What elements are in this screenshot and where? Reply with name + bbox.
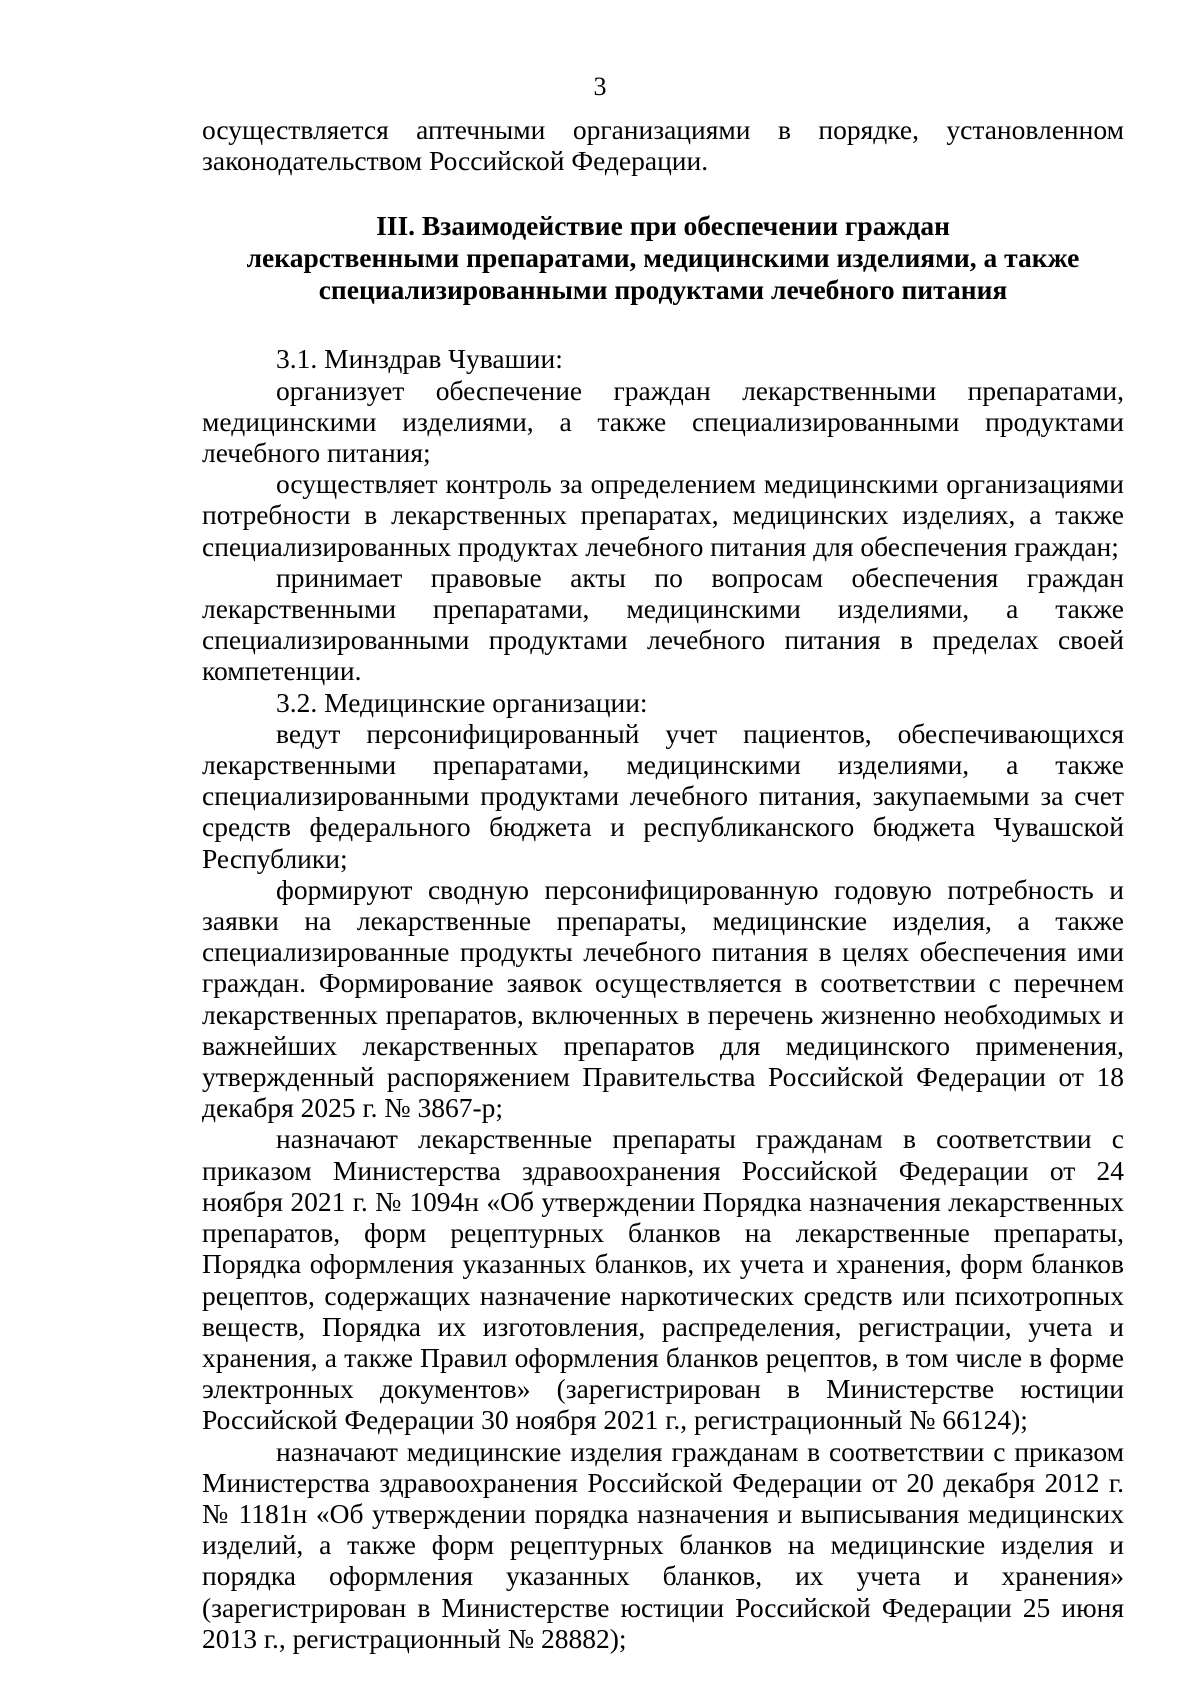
paragraph: назначают лекарственные препараты гражданам в соответствии с приказом Министерства здравоохранения Российской Федерации от 24 ноября 2021 г. № 1094н «Об утверждении Порядка назначения лекарственных препаратов, форм рецептурных бланков на лекарственные препараты, Порядка оформления указанных бланков, их учета и хранения, форм бланков рецептов, содержащих назначение наркотических средств или психотропных веществ, Порядка их изготовления, распределения, регистрации, учета и хранения, а также Правил оформления бланков рецептов, в том числе в форме электронных документов» (зарегистрирован в Министерстве юстиции Российской Федерации 30 ноября 2021 г., регистрационный № 66124); bbox=[202, 1123, 1124, 1436]
document-body bbox=[202, 114, 1124, 1654]
paragraph: назначают медицинские изделия гражданам в соответствии с приказом Министерства здравоохранения Российской Федерации от 20 декабря 2012 г. № 1181н «Об утверждении порядка назначения и выписывания медицинских изделий, а также форм рецептурных бланков на медицинские изделия и порядка оформления указанных бланков, их учета и хранения» (зарегистрирован в Министерстве юстиции Российской Федерации 25 июня 2013 г., регистрационный № 28882); bbox=[202, 1435, 1124, 1654]
section-heading-line: III. Взаимодействие при обеспечении граждан bbox=[376, 210, 950, 242]
opening-paragraph: осуществляется аптечными организациями в порядке, установленном законодательством Российской Федерации. bbox=[202, 114, 1124, 177]
section-heading bbox=[202, 210, 1124, 306]
paragraph: формируют сводную персонифицированную годовую потребность и заявки на лекарственные препараты, медицинские изделия, а также специализированные продукты лечебного питания в целях обеспечения ими граждан. Формирование заявок осуществляется в соответствии с перечнем лекарственных препаратов, включенных в перечень жизненно необходимых и важнейших лекарственных препаратов для медицинского применения, утвержденный распоряжением Правительства Российской Федерации от 18 декабря 2025 г. № 3867-р; bbox=[202, 873, 1124, 1124]
paragraph: ведут персонифицированный учет пациентов, обеспечивающихся лекарственными препаратами, медицинскими изделиями, а также специализированными продуктами лечебного питания, закупаемыми за счет средств федерального бюджета и республиканского бюджета Чувашской Республики; bbox=[202, 717, 1124, 874]
paragraph: принимает правовые акты по вопросам обеспечения граждан лекарственными препаратами, медицинскими изделиями, а также специализированными продуктами лечебного питания в пределах своей компетенции. bbox=[202, 561, 1124, 687]
section-heading-line: специализированными продуктами лечебного питания bbox=[318, 274, 1008, 306]
paragraph: осуществляет контроль за определением медицинскими организациями потребности в лекарственных препаратах, медицинских изделиях, а также специализированных продуктах лечебного питания для обеспечения граждан; bbox=[202, 468, 1124, 562]
clause-3-2-title: 3.2. Медицинские организации: bbox=[276, 686, 648, 718]
section-heading-line: лекарственными препаратами, медицинскими изделиями, а также bbox=[246, 242, 1080, 274]
clause-3-1-title: 3.1. Минздрав Чувашии: bbox=[276, 343, 563, 375]
page-number: 3 bbox=[593, 72, 607, 101]
paragraph: организует обеспечение граждан лекарственными препаратами, медицинскими изделиями, а также специализированными продуктами лечебного питания; bbox=[202, 374, 1124, 469]
